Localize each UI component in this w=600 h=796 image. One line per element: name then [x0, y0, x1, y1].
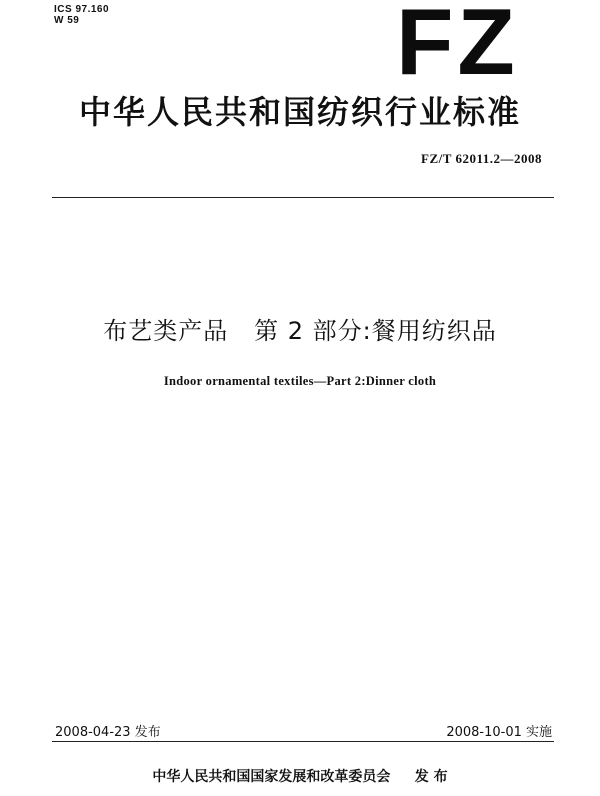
document-title-cn: 布艺类产品 第 2 部分:餐用纺织品: [103, 317, 497, 345]
implementation-date: 2008-10-01 实施: [446, 725, 552, 740]
issuing-authority: 中华人民共和国国家发展和改革委员会 发 布: [152, 769, 448, 785]
standard-number: FZ/T 62011.2—2008: [421, 151, 542, 166]
standard-category-title: 中华人民共和国纺织行业标准: [78, 93, 521, 131]
bottom-divider: [52, 741, 554, 742]
classification-codes: [54, 4, 109, 26]
document-title-en: Indoor ornamental textiles—Part 2:Dinner cloth: [163, 374, 437, 388]
ccs-code: W 59: [54, 15, 80, 26]
issue-date: 2008-04-23 发布: [55, 725, 161, 740]
ics-code: ICS 97.160: [54, 4, 110, 15]
fz-logo: FZ: [396, 0, 519, 94]
top-divider: [52, 197, 554, 198]
